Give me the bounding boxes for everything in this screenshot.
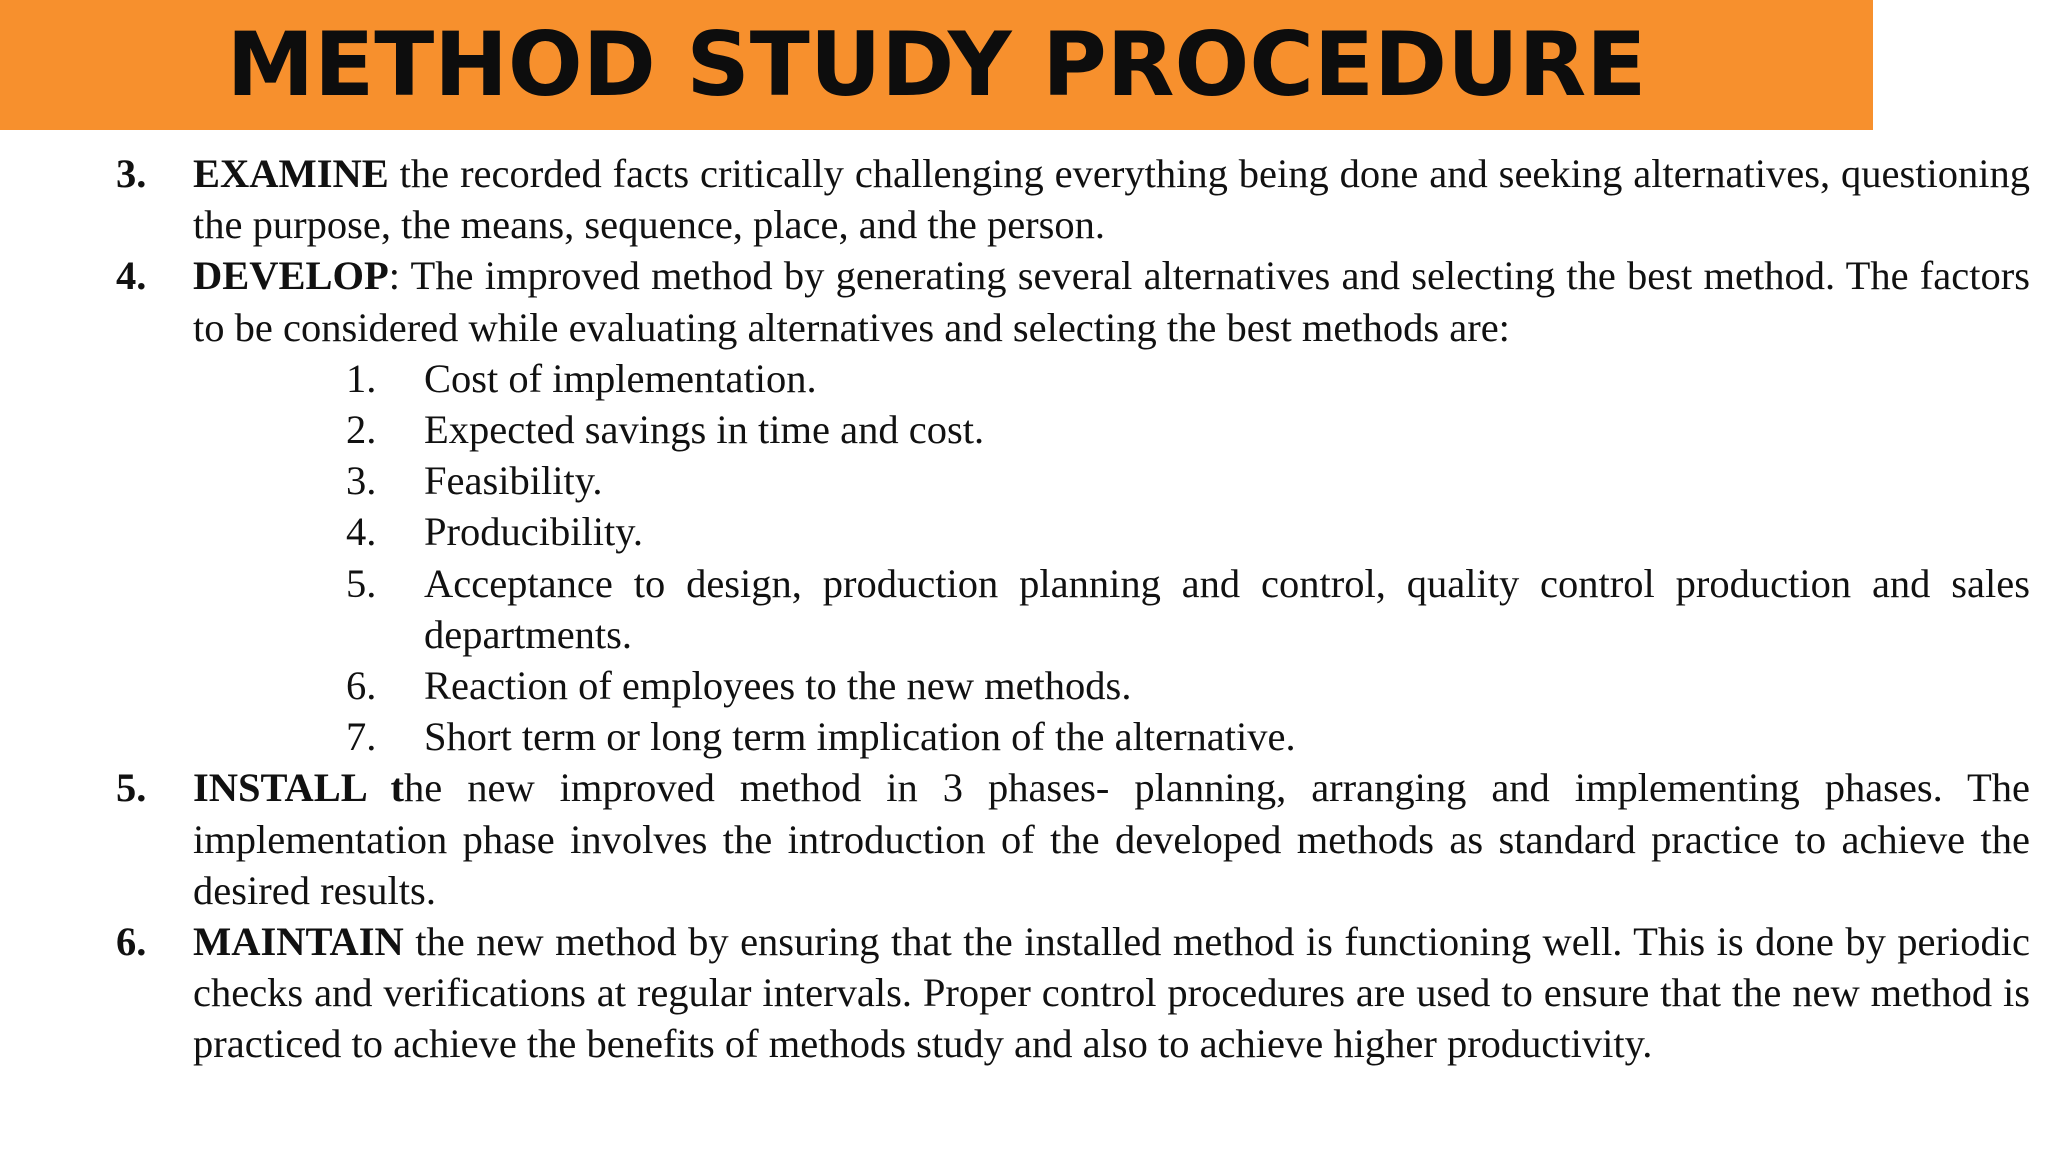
factor-text: Expected savings in time and cost. [424,407,985,453]
step-keyword: MAINTAIN [193,919,404,965]
factor-number: 6. [346,663,377,709]
step-text: the recorded facts critically challenging everything being done and seeking alternatives, questioning the purpose, the means, sequence, place, and the person. [193,151,2030,248]
factor-text: Feasibility. [424,458,603,504]
step-examine [0,148,2048,250]
factor-item [0,506,2048,557]
factor-number: 2. [346,407,377,453]
step-text: he new improved method in 3 phases- planning, arranging and implementing phases. The implementation phase involves the introduction of the developed methods as standard practice to achieve the desired results. [193,765,2030,913]
factor-number: 5. [346,560,377,606]
step-keyword: INSTALL t [193,765,405,811]
step-maintain [0,916,2048,1070]
factor-text: Producibility. [424,509,643,555]
factor-number: 7. [346,714,377,760]
factor-text: Short term or long term implication of the alternative. [424,714,1296,760]
step-keyword: EXAMINE [193,151,389,196]
step-text: the new method by ensuring that the installed method is functioning well. This is done by periodic checks and verifications at regular intervals. Proper control procedures are used to ensure that the new method is practiced to achieve the benefits of methods study and also to achieve higher productivity. [193,919,2030,1067]
factor-text: Reaction of employees to the new methods. [424,663,1132,709]
factor-text: Cost of implementation. [424,355,817,401]
factor-item [0,455,2048,506]
step-number: 4. [116,253,147,299]
factor-number: 4. [346,509,377,555]
step-number: 5. [116,765,147,811]
factor-item [0,711,2048,762]
develop-factors-list [0,353,2048,763]
page-title: METHOD STUDY PROCEDURE [226,13,1647,116]
step-install [0,762,2048,916]
step-number: 6. [116,919,147,965]
step-keyword: DEVELOP [193,253,389,299]
factor-item [0,404,2048,455]
factor-item [0,353,2048,404]
factor-number: 3. [346,458,377,504]
step-text: : The improved method by generating several alternatives and selecting the best method. The factors to be considered while evaluating alternatives and selecting the best methods are: [193,253,2030,350]
factor-item [0,660,2048,711]
procedure-content [0,148,2048,1070]
factor-number: 1. [346,355,377,401]
step-number: 3. [116,151,147,196]
step-develop [0,250,2048,352]
factor-text: Acceptance to design, production planning and control, quality control production and sales departments. [424,560,2030,657]
factor-item [0,558,2048,660]
